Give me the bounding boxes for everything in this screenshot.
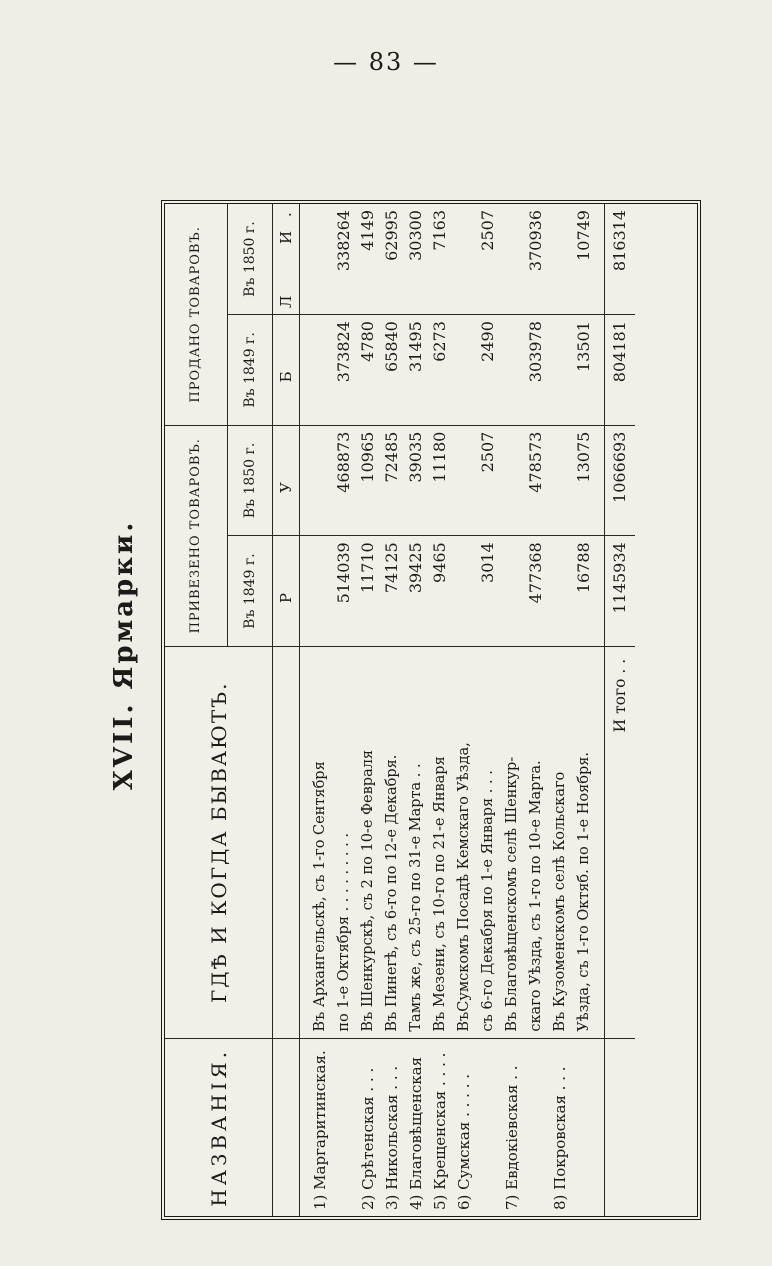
brought-1850-value: [500, 425, 524, 536]
unit-letter: Р: [273, 536, 300, 647]
table-row: [356, 204, 380, 1216]
brought-1850-value: [548, 425, 572, 536]
fair-where-when: по 1-е Октября . . . . . . . . .: [332, 646, 356, 1038]
column-header-where-when: ГДѢ И КОГДА БЫВАЮТЪ.: [165, 646, 273, 1038]
unit-letter-i: И.: [277, 198, 295, 245]
column-header-brought-1850: Въ 1850 г.: [228, 425, 273, 536]
brought-1850-value: 72485: [380, 425, 404, 536]
column-header-names: НАЗВАНІЯ.: [165, 1038, 273, 1216]
sold-1849-value: [452, 315, 476, 426]
section-heading: XVII. Ярмарки.: [109, 519, 139, 791]
fair-where-when: съ 6-го Декабря по 1-е Января . . .: [476, 646, 500, 1038]
sold-1849-value: [548, 315, 572, 426]
fair-name: 8) Покровская . . .: [548, 1038, 572, 1216]
brought-1849-value: [500, 536, 524, 647]
column-header-brought-1849: Въ 1849 г.: [228, 536, 273, 647]
sold-1850-value: [548, 204, 572, 315]
table-row: [572, 204, 596, 1216]
sold-1849-value: 31495: [404, 315, 428, 426]
sold-1849-value: 303978: [524, 315, 548, 426]
table-row: [476, 204, 500, 1216]
fair-name-cont: [572, 1038, 596, 1216]
sold-1850-value: [452, 204, 476, 315]
brought-1849-value: [548, 536, 572, 647]
brought-1849-value: 74125: [380, 536, 404, 647]
sold-1849-value: 2490: [476, 315, 500, 426]
fair-name: 1) Маргаритинская.: [308, 1038, 332, 1216]
table-row: [428, 204, 452, 1216]
total-label: И того . .: [605, 646, 636, 1038]
sold-1850-value: 2507: [478, 210, 497, 251]
brought-1850-value: 11180: [428, 425, 452, 536]
brought-1849-value: 11710: [356, 536, 380, 647]
brought-1850-value: 13075: [572, 425, 596, 536]
column-header-sold-1849: Въ 1849 г.: [228, 315, 273, 426]
fair-where-when: Въ Архангельскѣ, съ 1-го Сентября: [308, 646, 332, 1038]
unit-letter: Б: [273, 315, 300, 426]
sold-1850-value: [500, 204, 524, 315]
brought-1849-value: 477368: [524, 536, 548, 647]
fairs-table: [165, 198, 635, 1216]
sold-1850-value: 62995: [382, 210, 401, 261]
fair-name-cont: [476, 1038, 500, 1216]
brought-1849-value: [452, 536, 476, 647]
fair-name: 4) Благовѣщенская: [404, 1038, 428, 1216]
sold-1849-value: 373824: [332, 315, 356, 426]
sold-1850-value: [308, 204, 332, 315]
fair-where-when: Уѣзда, съ 1-го Октяб. по 1-е Ноября.: [572, 646, 596, 1038]
unit-letter: У: [273, 425, 300, 536]
brought-1850-value: 39035: [404, 425, 428, 536]
unit-letter-l: Л: [277, 281, 295, 309]
table-row: [548, 204, 572, 1216]
unit-letter: [273, 198, 300, 315]
fair-where-when: Въ Шенкурскѣ, съ 2 по 10-е Февраля: [356, 646, 380, 1038]
fair-where-when: Въ Мезени, съ 10-го по 21-е Января: [428, 646, 452, 1038]
unit-row-blank: [273, 1038, 300, 1216]
brought-1849-value: [308, 536, 332, 647]
brought-1849-value: 9465: [428, 536, 452, 647]
table-row: [404, 204, 428, 1216]
table-row: [380, 204, 404, 1216]
fair-where-when: Тамъ же, съ 25-го по 31-е Марта . .: [404, 646, 428, 1038]
table-row: [308, 204, 332, 1216]
sold-1849-value: 65840: [380, 315, 404, 426]
page-number: — 83 —: [333, 48, 439, 76]
unit-row-blank: [273, 646, 300, 1038]
total-sold-1850: 816314: [605, 204, 636, 315]
table-row: [332, 204, 356, 1216]
fair-where-when: Въ Кузоменскомъ селѣ Кольскаго: [548, 646, 572, 1038]
brought-1850-value: 478573: [524, 425, 548, 536]
column-group-brought: ПРИВЕЗЕНО ТОВАРОВЪ.: [165, 425, 228, 646]
sold-1849-value: 13501: [572, 315, 596, 426]
fair-name: 2) Срѣтенская . . .: [356, 1038, 380, 1216]
fair-name: 6) Сумская . . . . .: [452, 1038, 476, 1216]
fair-where-when: Въ Благовѣщенскомъ селѣ Шенкур-: [500, 646, 524, 1038]
sold-1849-value: 4780: [356, 315, 380, 426]
sold-1849-value: [308, 315, 332, 426]
brought-1849-value: 39425: [404, 536, 428, 647]
brought-1849-value: 514039: [332, 536, 356, 647]
total-row: [605, 204, 636, 1216]
brought-1850-value: [308, 425, 332, 536]
total-brought-1849: 1145934: [605, 536, 636, 647]
column-group-sold: ПРОДАНО ТОВАРОВЪ.: [165, 204, 228, 425]
sold-1850-value: 338264: [334, 210, 353, 272]
fair-where-when: скаго Уѣзда, съ 1-го по 10-е Марта.: [524, 646, 548, 1038]
sold-1850-value: 7163: [430, 210, 449, 251]
fair-name: 3) Никольская . . .: [380, 1038, 404, 1216]
sold-1850-value: 4149: [358, 210, 377, 251]
fair-name-cont: [524, 1038, 548, 1216]
fair-name: 7) Евдокіевская . .: [500, 1038, 524, 1216]
brought-1850-value: 468873: [332, 425, 356, 536]
table-row: [452, 204, 476, 1216]
table-row: [500, 204, 524, 1216]
total-brought-1850: 1066693: [605, 425, 636, 536]
fair-name-cont: [332, 1038, 356, 1216]
total-sold-1849: 804181: [605, 315, 636, 426]
table-row: [524, 204, 548, 1216]
fair-where-when: Въ Пинегѣ, съ 6-го по 12-е Декабря.: [380, 646, 404, 1038]
rotated-table-area: [111, 5, 661, 1266]
sold-1850-value: 370936: [526, 210, 545, 272]
brought-1849-value: 16788: [572, 536, 596, 647]
brought-1850-value: [452, 425, 476, 536]
fair-where-when: ВъСумскомъ Посадѣ Кемскаго Уѣзда,: [452, 646, 476, 1038]
column-header-sold-1850: Въ 1850 г.: [228, 204, 273, 315]
sold-1849-value: 6273: [428, 315, 452, 426]
fair-name: 5) Крещенская . . . .: [428, 1038, 452, 1216]
brought-1850-value: 10965: [356, 425, 380, 536]
sold-1850-value: 10749: [574, 210, 593, 261]
brought-1850-value: 2507: [476, 425, 500, 536]
sold-1850-value: 30300: [406, 210, 425, 261]
fairs-table-frame: [161, 200, 701, 1220]
sold-1849-value: [500, 315, 524, 426]
brought-1849-value: 3014: [476, 536, 500, 647]
total-blank: [605, 1038, 636, 1216]
